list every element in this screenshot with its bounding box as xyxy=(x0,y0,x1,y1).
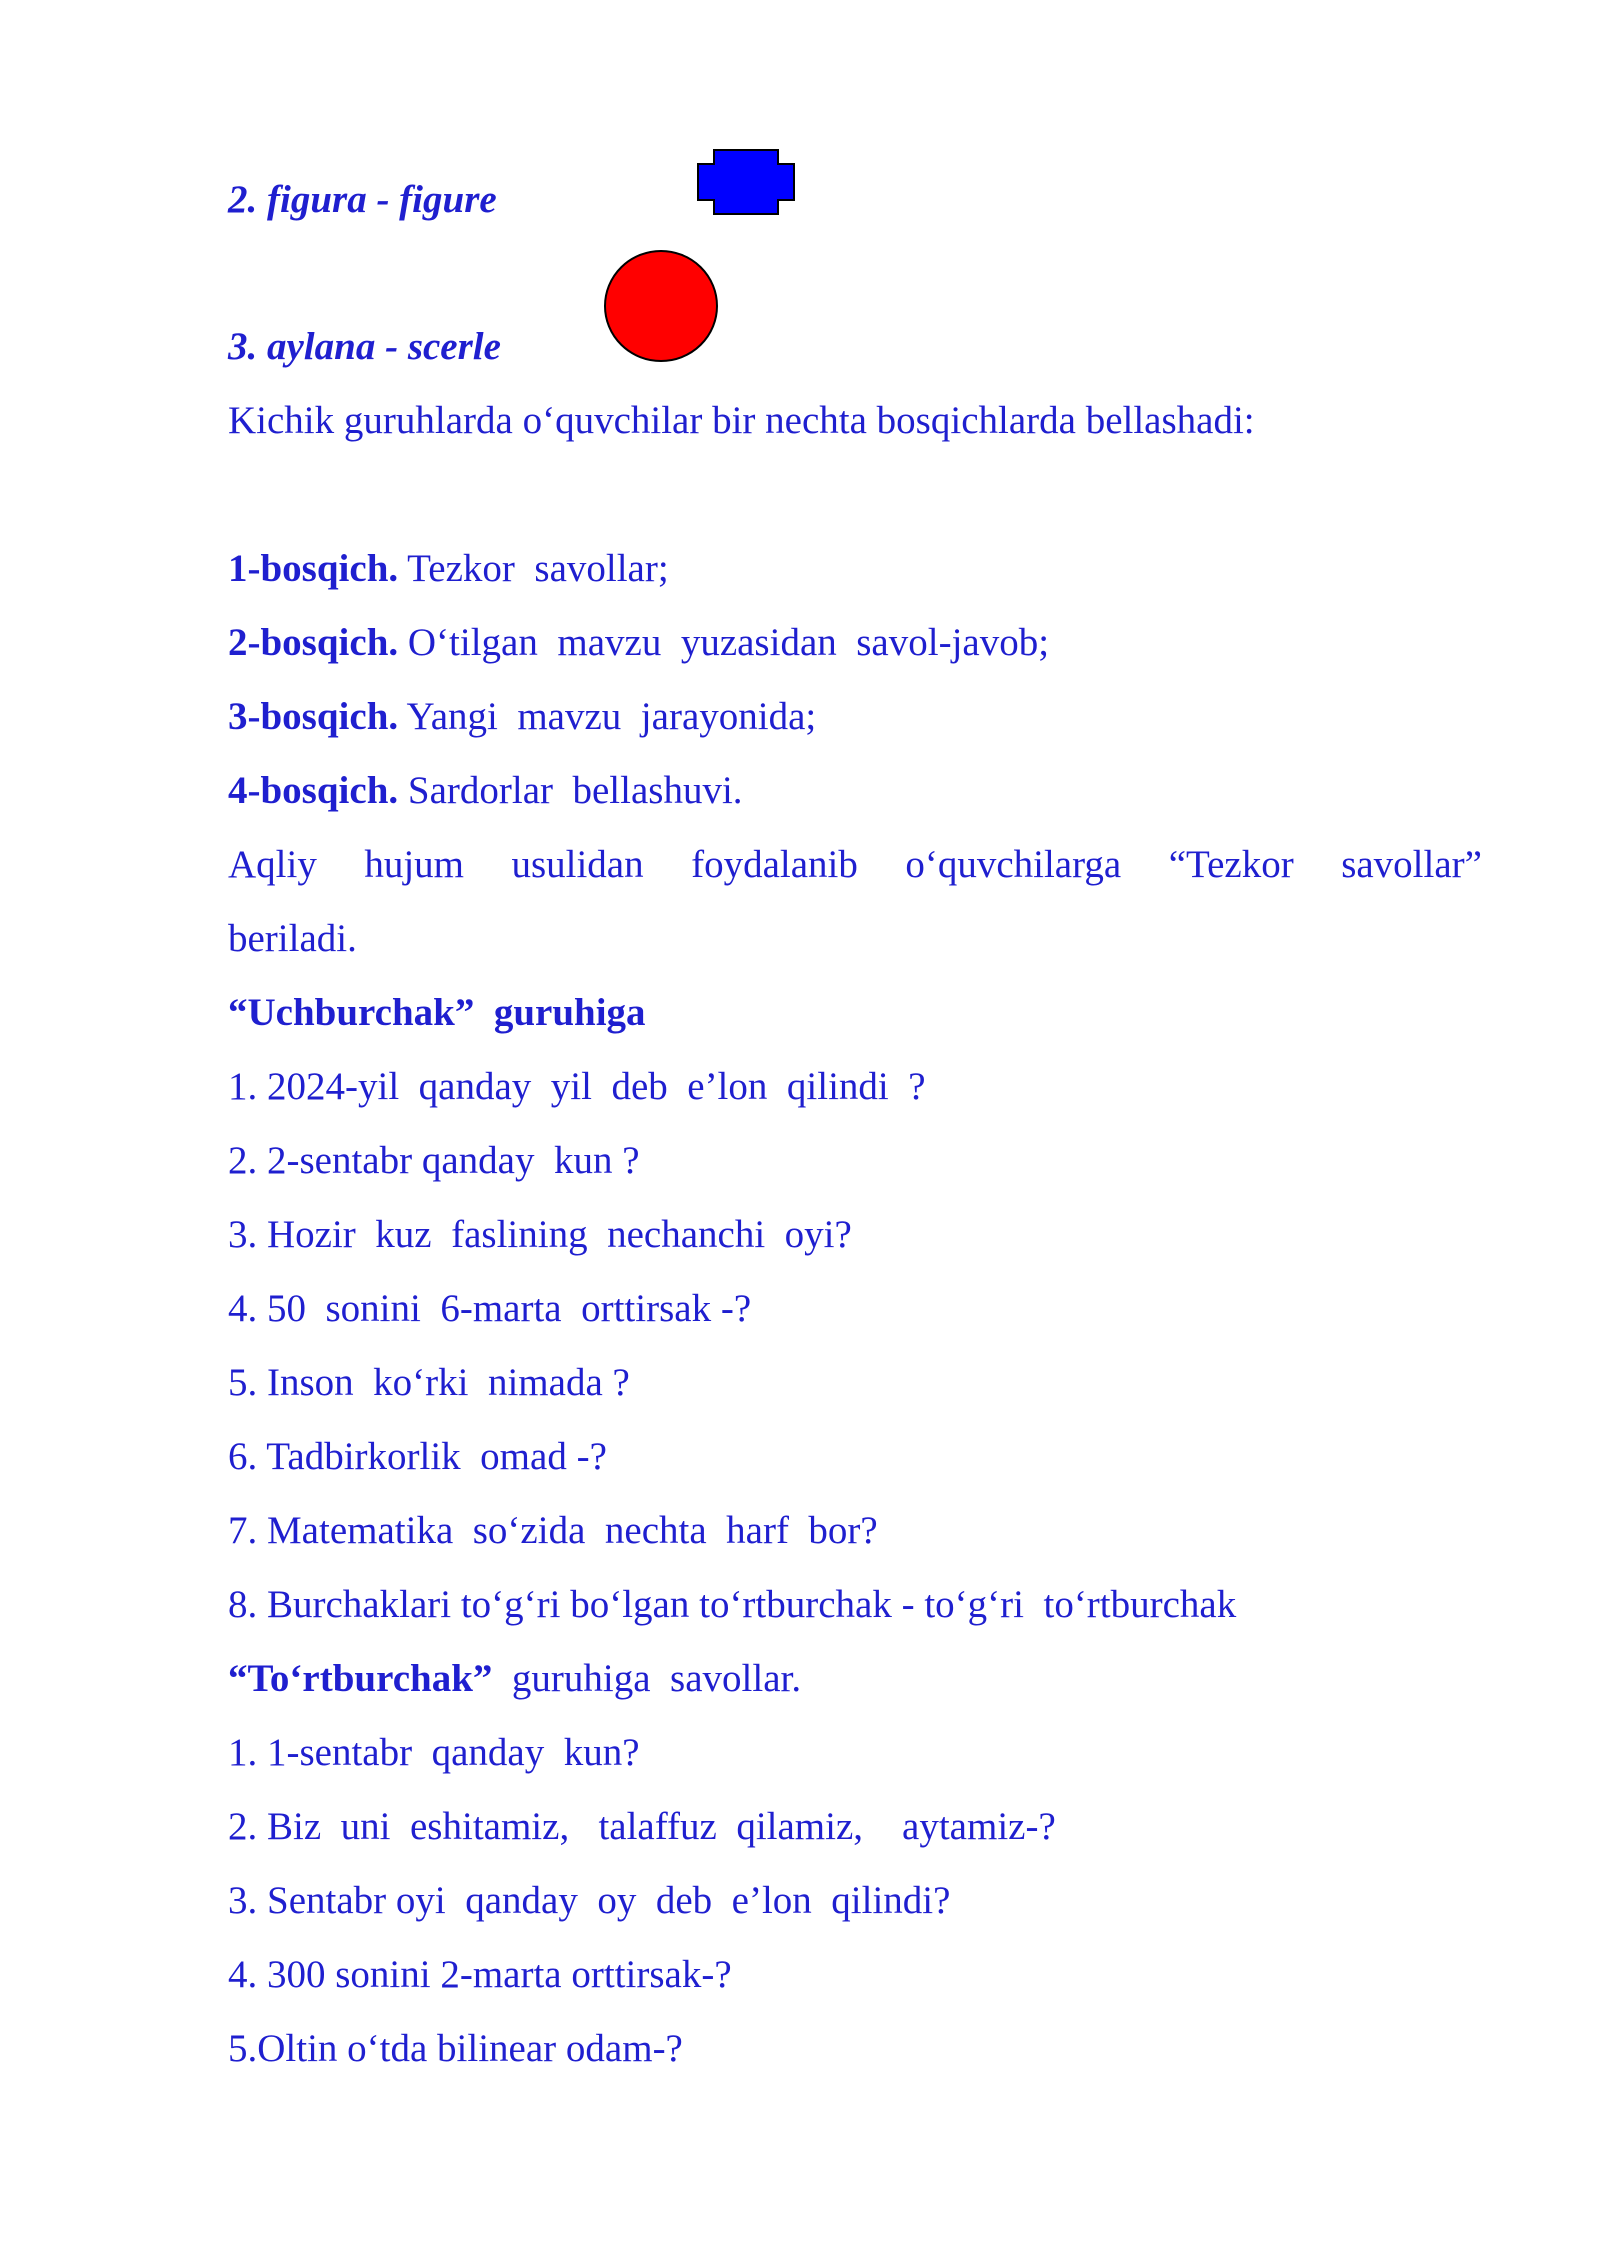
word: Aqliy xyxy=(228,843,317,886)
figure-2-label: 2. figura - figure xyxy=(228,178,497,221)
word: savollar” xyxy=(1341,843,1482,886)
group-2-question: 1. 1-sentabr qanday kun? xyxy=(228,1731,640,1774)
group-1-title: “Uchburchak” guruhiga xyxy=(228,991,646,1034)
stage-4-label: 4-bosqich. xyxy=(228,769,399,812)
group-2-question: 5.Oltin o‘tda bilinear odam-? xyxy=(228,2027,683,2070)
stage-1-text: Tezkor savollar; xyxy=(398,547,669,590)
group-2-title-bold: “To‘rtburchak” xyxy=(228,1657,493,1700)
blue-cross-shape xyxy=(694,148,798,216)
word: o‘quvchilarga xyxy=(905,843,1122,886)
group-1-question: 5. Inson ko‘rki nimada ? xyxy=(228,1361,630,1404)
stage-1-label: 1-bosqich. xyxy=(228,547,399,590)
group-1-question: 1. 2024-yil qanday yil deb e’lon qilindi ? xyxy=(228,1065,926,1108)
intro-text: Kichik guruhlarda o‘quvchilar bir nechta bosqichlarda bellashadi: xyxy=(228,399,1255,442)
stage-3-label: 3-bosqich. xyxy=(228,695,399,738)
word: “Tezkor xyxy=(1168,843,1294,886)
stage-1 xyxy=(228,546,669,592)
group-1-question: 7. Matematika so‘zida nechta harf bor? xyxy=(228,1509,878,1552)
red-circle xyxy=(602,248,720,364)
group-2-title xyxy=(228,1656,801,1702)
group-1-question: 3. Hozir kuz faslining nechanchi oyi? xyxy=(228,1213,852,1256)
stage-2 xyxy=(228,620,1049,666)
group-2-question: 4. 300 sonini 2-marta orttirsak-? xyxy=(228,1953,732,1996)
group-1-question: 4. 50 sonini 6-marta orttirsak -? xyxy=(228,1287,752,1330)
group-2-question: 3. Sentabr oyi qanday oy deb e’lon qilindi? xyxy=(228,1879,951,1922)
word: foydalanib xyxy=(691,843,858,886)
group-2-question: 2. Biz uni eshitamiz, talaffuz qilamiz, aytamiz-? xyxy=(228,1805,1056,1848)
group-2-title-rest: guruhiga savollar. xyxy=(492,1657,802,1700)
stage-2-label: 2-bosqich. xyxy=(228,621,399,664)
stage-3 xyxy=(228,694,816,740)
brainstorm-paragraph-line-2: beriladi. xyxy=(228,917,357,960)
figure-3-label: 3. aylana - scerle xyxy=(228,325,501,368)
brainstorm-paragraph-line-1 xyxy=(228,842,1482,888)
word: usulidan xyxy=(511,843,644,886)
group-1-question: 6. Tadbirkorlik omad -? xyxy=(228,1435,607,1478)
stage-4 xyxy=(228,768,743,814)
word: hujum xyxy=(364,843,464,886)
group-1-question: 8. Burchaklari to‘g‘ri bo‘lgan to‘rtburchak - to‘g‘ri to‘rtburchak xyxy=(228,1583,1237,1626)
group-1-question: 2. 2-sentabr qanday kun ? xyxy=(228,1139,640,1182)
stage-3-text: Yangi mavzu jarayonida; xyxy=(398,695,817,738)
stage-2-text: O‘tilgan mavzu yuzasidan savol-javob; xyxy=(398,621,1050,664)
stage-4-text: Sardorlar bellashuvi. xyxy=(398,769,743,812)
